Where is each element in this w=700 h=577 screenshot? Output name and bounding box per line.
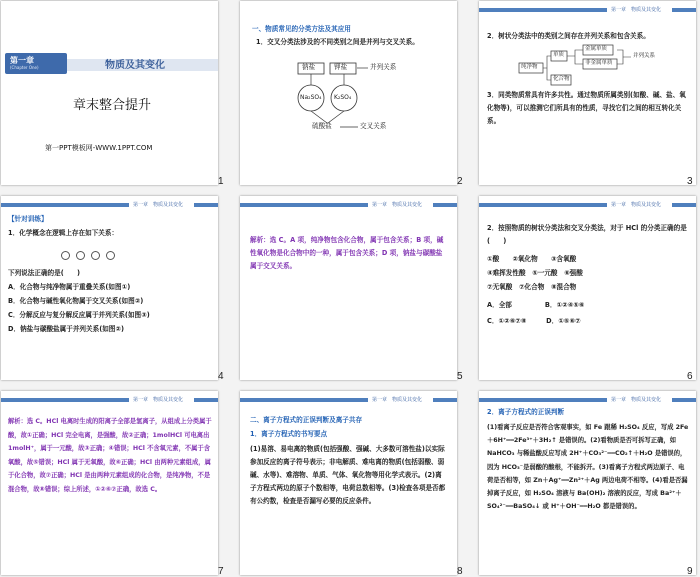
- sub-heading: 2．离子方程式的正误判断: [487, 408, 565, 416]
- slide-title: 章末整合提升: [73, 98, 152, 113]
- body-text: (1)看离子反应是否符合客观事实，如 Fe 跟稀 H₂SO₄ 反应，写成 2Fe＋6H⁺══2Fe³⁺＋3H₂↑ 是错误的。(2)看物质是否可拆写正确，如 NaHCO₃ 与稀盐酸反应写成 2H⁺＋CO₃²⁻══CO₂↑＋H₂O 是错误的，因为 HCO₃⁻是弱酸的酸根，不能拆开。(3)看离子方程式两边原子、电荷是否相等，如 Zn＋Ag⁺══Zn²⁺＋Ag 两边电荷不相等。(4)看是否漏掉离子反应，如 H₂SO₄ 溶液与 Ba(OH)₂ 溶液的反应，写成 Ba²⁺＋SO₄²⁻══BaSO₄↓ 或 H⁺＋OH⁻══H₂O 都是错误的。: [487, 424, 689, 511]
- slide-number-7: 7: [218, 566, 224, 577]
- na2so4-label: Na₂SO₄: [300, 94, 322, 101]
- slide-thumbnail-6[interactable]: [479, 196, 696, 380]
- section-heading: 一、物质常见的分类方法及其应用: [252, 25, 351, 33]
- slide-thumbnail-7[interactable]: [1, 391, 218, 575]
- slide-number-9: 9: [687, 566, 693, 577]
- sulfate-label: 硫酸盐: [312, 122, 332, 130]
- options-row-3: ⑦无氧酸 ⑦化合物 ⑧混合物: [487, 283, 577, 291]
- slide-thumbnail-3[interactable]: [479, 1, 696, 185]
- potassium-salt-label: 钾盐: [334, 63, 348, 71]
- header-bar: 第一章 物质及其变化: [479, 398, 696, 403]
- header-bar: 第一章 物质及其变化: [479, 8, 696, 13]
- section-heading: 二、离子方程式的正误判断及离子共存: [250, 416, 363, 424]
- sub-heading: 1．离子方程式的书写要点: [250, 430, 328, 438]
- header-bar: 第一章 物质及其变化: [1, 203, 218, 208]
- sodium-salt-label: 钠盐: [302, 63, 316, 71]
- choices-cd: C．①②⑥⑦⑧ D．①⑤⑥⑦: [487, 317, 581, 325]
- deck-title: 物质及其变化: [105, 60, 165, 71]
- element-label: 单质: [553, 52, 565, 58]
- question-sub: 下列说法正确的是( ): [8, 269, 80, 277]
- header-bar: 第一章 物质及其变化: [240, 203, 457, 208]
- slide-thumbnail-5[interactable]: [240, 196, 457, 380]
- header-bar: 第一章 物质及其变化: [240, 398, 457, 403]
- compound-label: 化合物: [553, 76, 570, 82]
- cross-relation-label: 交叉关系: [360, 122, 387, 130]
- k2so4-label: K₂SO₄: [334, 94, 352, 101]
- footer-text: 第一PPT模板网-WWW.1PPT.COM: [45, 144, 153, 152]
- chapter-sublabel: (Chapter One): [10, 65, 39, 70]
- slide-number-2: 2: [457, 176, 463, 187]
- choices-ab: A．全部 B．①②④⑤⑥: [487, 301, 585, 309]
- option-c: C．分解反应与复分解反应属于并列关系(如图③): [8, 311, 150, 319]
- metal-element-label: 金属单质: [585, 46, 608, 52]
- options-row-2: ④难挥发性酸 ⑤一元酸 ⑥强酸: [487, 269, 583, 277]
- answer-text: 解析：选 C。HCl 电离时生成的阳离子全部是氢离子，从组成上分类属于酸，故①正确；HCl 完全电离，是强酸，故②正确；1molHCl 可电离出 1molH⁺，属于一元酸，故③正确；④错误；HCl 不含氧元素，不属于含氧酸，故⑤错误；HCl 属于无氧酸，故⑥正确；HCl 由两种元素组成，属于化合物，故⑦正确；HCl 是由两种元素组成的化合物，是纯净物，不是混合物，故⑧错误；综上所述，①②⑥⑦正确，故选 C。: [8, 418, 212, 493]
- option-a: A．化合物与纯净物属于重叠关系(如图①): [8, 283, 131, 291]
- option-d: D．钠盐与碳酸盐属于并列关系(如图②): [8, 325, 124, 333]
- options-row-1: ①酸 ②氧化物 ③含氧酸: [487, 255, 577, 263]
- slide-thumbnail-8[interactable]: [240, 391, 457, 575]
- slide-number-6: 6: [687, 371, 693, 382]
- body-text: (1)易溶、易电离的物质(包括强酸、强碱、大多数可溶性盐)以实际参加反应的离子符号表示；非电解质、难电离的物质(包括弱酸、弱碱、水等)、难溶物、单质、气体、氧化物等用化学式表示。(2)离子方程式两边的原子个数相等，电荷总数相等。(3)检查各项是否都有公约数，检查是否漏写必要的反应条件。: [250, 445, 446, 505]
- body-text: 2．树状分类法中的类别之间存在并列关系和包含关系。: [487, 32, 650, 40]
- body-text-2: 3．同类物质常具有许多共性。通过物质所属类别(如酸、碱、盐、氧化物等)，可以推测它们所具有的性质，寻找它们之间的相互转化关系。: [487, 91, 686, 125]
- nonmetal-element-label: 非金属单质: [585, 60, 613, 66]
- question-text: 1．化学概念在逻辑上存在如下关系：: [8, 229, 119, 237]
- parallel-relation-label: 并列关系: [633, 53, 656, 59]
- chapter-badge: [5, 53, 67, 74]
- option-b: B．化合物与碱性氧化物属于交叉关系(如图②): [8, 297, 144, 305]
- body-text: 1．交叉分类法涉及的不同类别之间是并列与交叉关系。: [256, 38, 419, 46]
- pure-substance-label: 纯净物: [521, 64, 538, 70]
- slide-number-4: 4: [218, 371, 224, 382]
- slide-number-3: 3: [687, 176, 693, 187]
- chapter-label: 第一章: [10, 56, 34, 65]
- header-bar: 第一章 物质及其变化: [479, 203, 696, 208]
- answer-text: 解析：选 C。A 项，纯净物包含化合物，属于包含关系；B 项，碱性氧化物是化合物中的一种，属于包含关系；D 项，钠盐与碳酸盐属于交叉关系。: [250, 236, 444, 270]
- slide-thumbnail-4[interactable]: [1, 196, 218, 380]
- slide-number-5: 5: [457, 371, 463, 382]
- slide-thumbnail-9[interactable]: [479, 391, 696, 575]
- practice-tag: 【针对训练】: [8, 215, 48, 223]
- parallel-relation-label: 并列关系: [370, 63, 397, 71]
- header-bar: 第一章 物质及其变化: [1, 398, 218, 403]
- question-text: 2．按照物质的树状分类法和交叉分类法，对于 HCl 的分类正确的是( ): [487, 224, 687, 245]
- relation-figures: [61, 245, 121, 264]
- slide-thumbnail-1[interactable]: [1, 1, 218, 185]
- slide-thumbnail-2[interactable]: [240, 1, 457, 185]
- slide-number-1: 1: [218, 176, 224, 187]
- slide-number-8: 8: [457, 566, 463, 577]
